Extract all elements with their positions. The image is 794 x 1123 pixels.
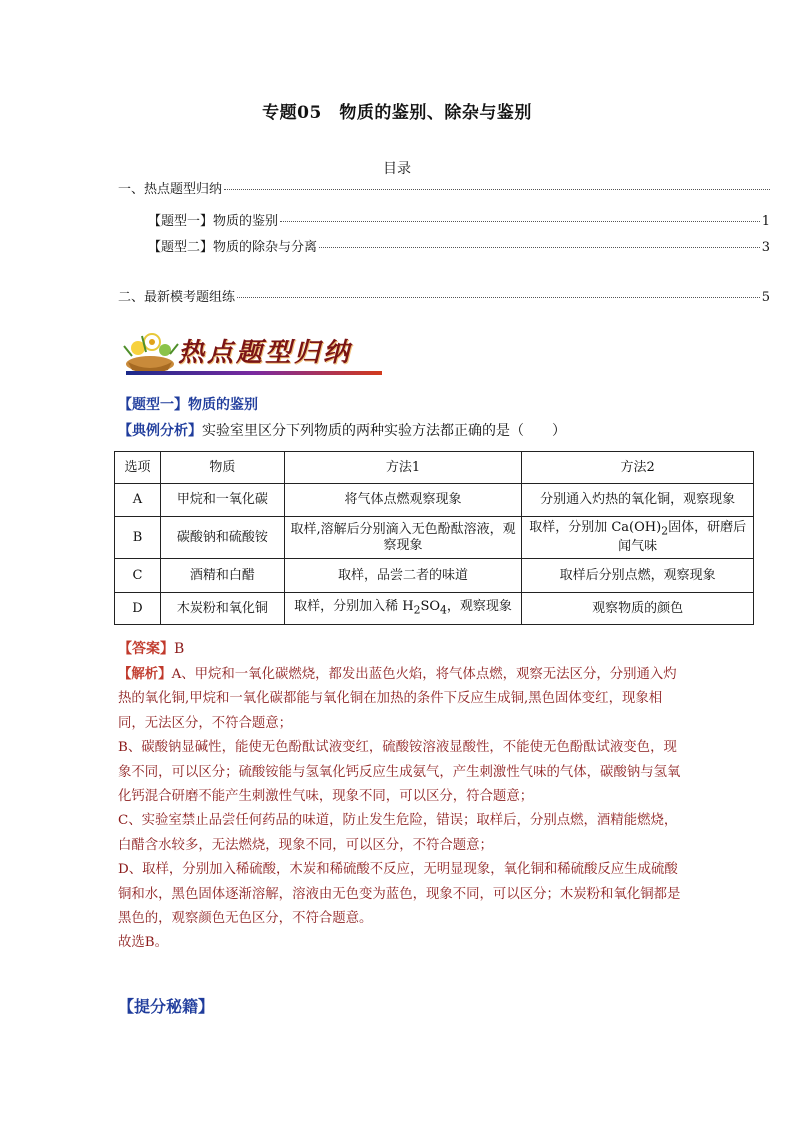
method2-text: 取样，分别加 Ca(OH) xyxy=(529,519,662,535)
question-text: 实验室里区分下列物质的两种实验方法都正确的是（ ） xyxy=(202,423,566,439)
answer-tag: 【答案】 xyxy=(118,641,174,657)
substance-cell: 甲烷和一氧化碳 xyxy=(160,484,284,517)
toc-entry-page: 3 xyxy=(761,240,770,255)
method1-text: ，观察现象 xyxy=(446,598,512,614)
banner-underline xyxy=(126,371,382,375)
subscript: 2 xyxy=(413,603,421,617)
analysis-paragraph xyxy=(118,662,688,736)
table-row xyxy=(115,484,754,517)
table-header-cell: 选项 xyxy=(115,452,161,484)
question-table xyxy=(114,451,754,625)
analysis-paragraph: 故选B。 xyxy=(118,935,169,951)
toc-entry-label: 【题型一】物质的鉴别 xyxy=(148,214,279,229)
subscript: 4 xyxy=(440,603,447,617)
toc-heading: 目录 xyxy=(383,161,411,177)
analysis-block xyxy=(118,662,688,956)
method1-cell: 取样，品尝二者的味道 xyxy=(284,559,522,593)
analysis-paragraph: C、实验室禁止品尝任何药品的味道，防止发生危险，错误；取样后，分别点燃，酒精能燃烧，白醋含水较多，无法燃烧，现象不同，可以区分，不符合题意； xyxy=(118,813,678,853)
method2-cell xyxy=(522,517,754,559)
option-cell: C xyxy=(115,559,161,593)
flower-basket-icon xyxy=(120,326,180,374)
method1-text: SO xyxy=(420,598,441,614)
toc-entry-label: 一、热点题型归纳 xyxy=(118,182,223,197)
method1-text: 取样，分别加入稀 H xyxy=(294,598,414,614)
method1-cell: 将气体点燃观察现象 xyxy=(284,484,522,517)
table-header-row xyxy=(115,452,754,484)
method1-cell: 取样,溶解后分别滴入无色酚酞溶液，观察现象 xyxy=(284,517,522,559)
analysis-paragraph: B、碳酸钠显碱性，能使无色酚酞试液变红，硫酸铵溶液显酸性，不能使无色酚酞试液变色，现象不同，可以区分；硫酸铵能与氢氧化钙反应生成氨气，产生刺激性气味的气体，碳酸钠与氢氧化钙混合研磨不能产生刺激性气味，现象不同，可以区分，符合题意； xyxy=(118,740,681,805)
substance-cell: 酒精和白醋 xyxy=(160,559,284,593)
toc-entry-label: 【题型二】物质的除杂与分离 xyxy=(148,240,318,255)
table-row xyxy=(115,593,754,625)
section-heading: 【题型一】物质的鉴别 xyxy=(118,397,258,413)
section-banner xyxy=(120,326,382,378)
answer-line xyxy=(118,638,184,658)
substance-cell: 木炭粉和氧化铜 xyxy=(160,593,284,625)
toc-entry[interactable] xyxy=(118,178,772,196)
table-row xyxy=(115,559,754,593)
toc-entry[interactable] xyxy=(148,210,770,228)
table-header-cell: 方法1 xyxy=(284,452,522,484)
table-row xyxy=(115,517,754,559)
answer-value: B xyxy=(174,641,185,657)
question-tag: 【典例分析】 xyxy=(118,423,202,439)
table-header-cell: 方法2 xyxy=(522,452,754,484)
option-cell: D xyxy=(115,593,161,625)
analysis-tag: 【解析】 xyxy=(118,666,172,682)
toc-leader xyxy=(280,221,760,222)
toc-entry[interactable] xyxy=(148,236,770,254)
analysis-paragraph: D、取样，分别加入稀硫酸，木炭和稀硫酸不反应，无明显现象，氧化铜和稀硫酸反应生成硫酸铜和水，黑色固体逐渐溶解，溶液由无色变为蓝色，现象不同，可以区分；木炭粉和氧化铜都是黑色的，观察颜色无色区分，不符合题意。 xyxy=(118,862,681,927)
toc-leader xyxy=(237,297,760,298)
substance-cell: 碳酸钠和硫酸铵 xyxy=(160,517,284,559)
method2-cell: 分别通入灼热的氧化铜，观察现象 xyxy=(522,484,754,517)
method2-text: 固体，研磨后闻气味 xyxy=(618,519,747,555)
document-title: 专题05 物质的鉴别、除杂与鉴别 xyxy=(262,103,532,123)
method2-cell: 取样后分别点燃，观察现象 xyxy=(522,559,754,593)
question-line xyxy=(118,420,566,440)
analysis-text: A、甲烷和一氧化碳燃烧，都发出蓝色火焰，将气体点燃，观察无法区分，分别通入灼热的氧化铜,甲烷和一氧化碳都能与氧化铜在加热的条件下反应生成铜,黑色固体变红，现象相同，无法区分，不符合题意； xyxy=(118,667,677,731)
table-header-cell: 物质 xyxy=(160,452,284,484)
toc-leader xyxy=(224,189,770,190)
option-cell: A xyxy=(115,484,161,517)
toc-entry-page: 5 xyxy=(761,290,770,305)
method2-cell: 观察物质的颜色 xyxy=(522,593,754,625)
tips-heading: 【提分秘籍】 xyxy=(118,997,215,1016)
banner-title: 热点题型归纳 xyxy=(178,338,353,368)
toc-leader xyxy=(319,247,760,248)
subscript: 2 xyxy=(661,524,669,538)
toc-entry-page: 1 xyxy=(761,214,770,229)
option-cell: B xyxy=(115,517,161,559)
toc-entry[interactable] xyxy=(118,286,770,304)
toc-entry-label: 二、最新模考题组练 xyxy=(118,290,236,305)
method1-cell xyxy=(284,593,522,625)
